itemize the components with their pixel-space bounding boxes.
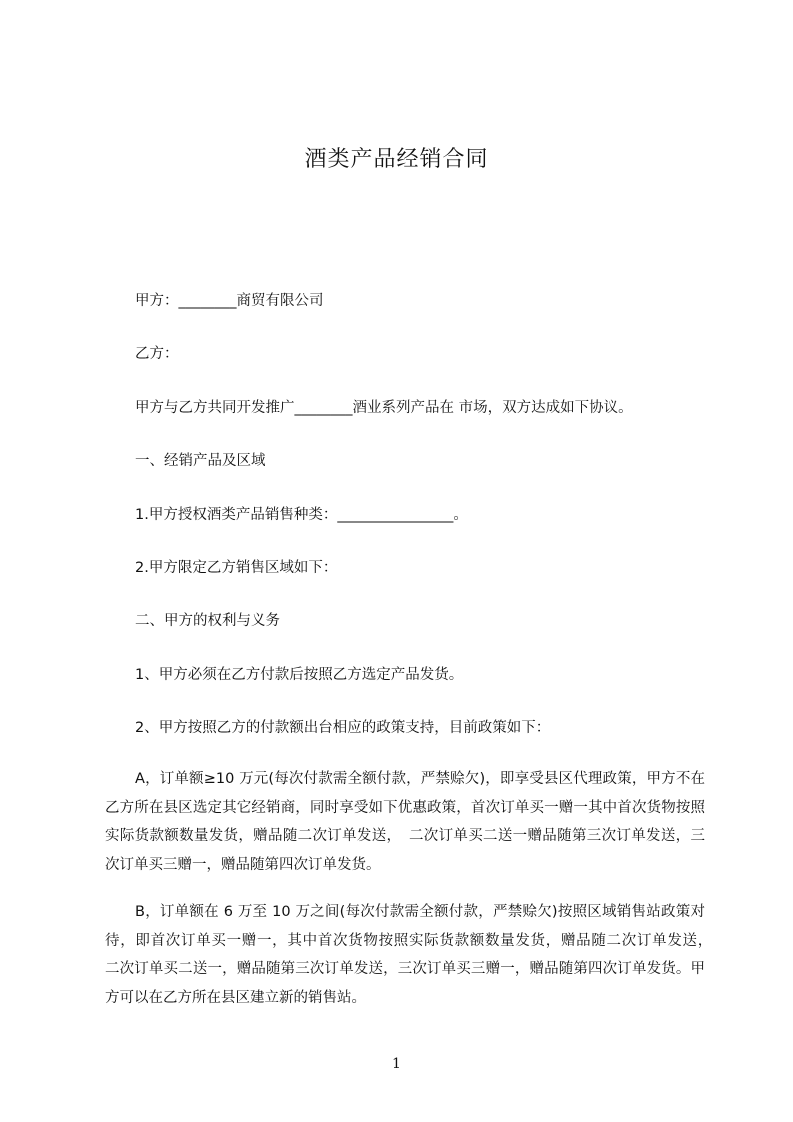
party-b-line: 乙方： xyxy=(135,346,179,362)
section-2-item-1: 1、甲方必须在乙方付款后按照乙方选定产品发货。 xyxy=(135,667,464,683)
section-2-item-2: 2、甲方按照乙方的付款额出台相应的政策支持，目前政策如下： xyxy=(135,720,551,736)
policy-a-text: A，订单额≥10 万元(每次付款需全额付款，严禁赊欠)，即享受县区代理政策，甲方不在乙方所在县区选定其它经销商，同时享受如下优惠政策，首次订单买一赠一其中首次货物按照实际货款额数量发货，赠品随二次订单发送， 二次订单买二送一赠品随第三次订单发送，三次订单买三赠一，赠品随第四次订单发货。 xyxy=(105,771,705,873)
policy-a-paragraph xyxy=(105,765,705,879)
document-title: 酒类产品经销合同 xyxy=(304,147,489,172)
page-number: 1 xyxy=(392,1056,401,1072)
section-1-item-2: 2.甲方限定乙方销售区域如下： xyxy=(135,560,338,576)
party-a-line: 甲方：________商贸有限公司 xyxy=(135,293,324,309)
policy-b-paragraph xyxy=(105,898,720,1012)
intro-paragraph: 甲方与乙方共同开发推广________酒业系列产品在 市场，双方达成如下协议。 xyxy=(135,400,633,416)
policy-b-text: B，订单额在 6 万至 10 万之间(每次付款需全额付款，严禁赊欠)按照区域销售站政策对待，即首次订单买一赠一，其中首次货物按照实际货款额数量发货，赠品随二次订单发送， 二次订单买二送一，赠品随第三次订单发送，三次订单买三赠一，赠品随第四次订单发货。甲方可以在乙方所在县区建立新的销售站。 xyxy=(105,904,720,1006)
section-2-heading: 二、甲方的权利与义务 xyxy=(135,613,280,629)
section-1-item-1: 1.甲方授权酒类产品销售种类：________________。 xyxy=(135,507,468,523)
section-1-heading: 一、经销产品及区域 xyxy=(135,453,266,469)
